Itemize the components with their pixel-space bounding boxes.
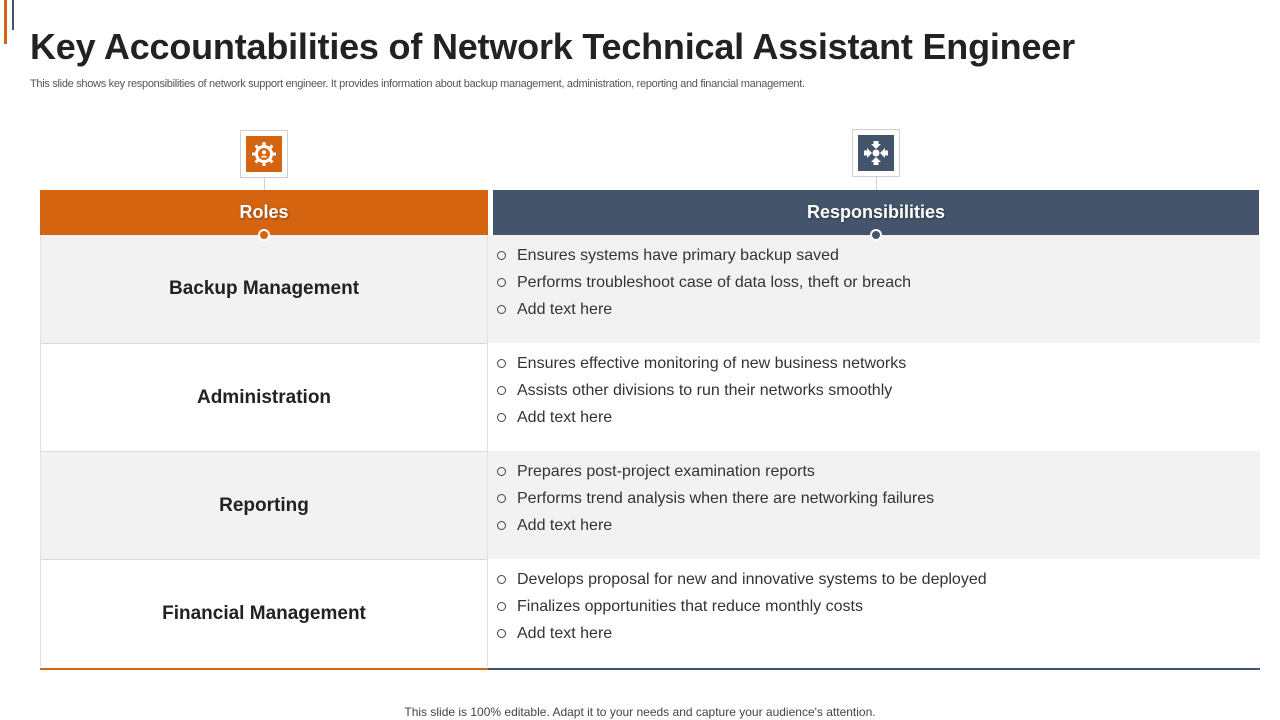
bullet-icon <box>497 467 506 476</box>
slide-title: Key Accountabilities of Network Technical Assistant Engineer <box>30 26 1075 67</box>
roles-header: Roles <box>40 190 488 235</box>
bullet-icon <box>497 305 506 314</box>
table-row <box>40 235 1260 343</box>
bullet-icon <box>497 278 506 287</box>
responsibility-list <box>488 451 1260 559</box>
list-item <box>497 566 1260 593</box>
responsibilities-header: Responsibilities <box>493 190 1259 235</box>
list-item <box>497 242 1260 269</box>
list-item-text: Assists other divisions to run their networks smoothly <box>517 381 893 399</box>
roles-icon-box <box>240 130 288 178</box>
bullet-icon <box>497 629 506 638</box>
list-item <box>497 377 1260 404</box>
list-item-text: Add text here <box>517 300 613 318</box>
list-item <box>497 458 1260 485</box>
accent-bar-orange <box>4 0 7 44</box>
roles-connector <box>264 178 265 190</box>
bullet-icon <box>497 521 506 530</box>
list-item-text: Add text here <box>517 408 613 426</box>
list-item <box>497 269 1260 296</box>
bullet-icon <box>497 413 506 422</box>
slide-footer: This slide is 100% editable. Adapt it to your needs and capture your audience's attention. <box>404 705 876 719</box>
bottom-rule-dark <box>488 668 1260 670</box>
responsibilities-icon-box <box>852 129 900 177</box>
bullet-icon <box>497 359 506 368</box>
list-item <box>497 593 1260 620</box>
list-item-text: Add text here <box>517 624 613 642</box>
role-cell: Administration <box>40 343 488 451</box>
responsibility-list <box>488 235 1260 343</box>
responsibility-list <box>488 559 1260 667</box>
role-cell: Backup Management <box>40 235 488 343</box>
list-item-text: Finalizes opportunities that reduce monthly costs <box>517 597 863 615</box>
list-item-text: Ensures effective monitoring of new business networks <box>517 354 907 372</box>
list-item-text: Prepares post-project examination reports <box>517 462 815 480</box>
accent-bar-dark <box>12 0 14 30</box>
bottom-rule-orange <box>40 668 488 670</box>
list-item <box>497 485 1260 512</box>
slide-subtitle: This slide shows key responsibilities of network support engineer. It provides information about backup management, administration, reporting and financial management. <box>30 78 805 90</box>
responsibilities-connector-dot <box>870 229 882 241</box>
table-row <box>40 451 1260 559</box>
roles-connector-dot <box>258 229 270 241</box>
list-item <box>497 620 1260 647</box>
bullet-icon <box>497 575 506 584</box>
list-item <box>497 404 1260 431</box>
user-gear-icon <box>246 136 282 172</box>
list-item-text: Add text here <box>517 516 613 534</box>
list-item <box>497 296 1260 323</box>
responsibilities-connector <box>876 177 877 190</box>
accountabilities-table <box>40 235 1260 667</box>
list-item-text: Performs troubleshoot case of data loss, theft or breach <box>517 273 911 291</box>
list-item-text: Ensures systems have primary backup saved <box>517 246 839 264</box>
table-row <box>40 559 1260 667</box>
bullet-icon <box>497 494 506 503</box>
list-item <box>497 512 1260 539</box>
list-item <box>497 350 1260 377</box>
table-row <box>40 343 1260 451</box>
role-cell: Financial Management <box>40 559 488 667</box>
list-item-text: Performs trend analysis when there are networking failures <box>517 489 935 507</box>
role-cell: Reporting <box>40 451 488 559</box>
bullet-icon <box>497 602 506 611</box>
bullet-icon <box>497 386 506 395</box>
bullet-icon <box>497 251 506 260</box>
responsibility-list <box>488 343 1260 451</box>
network-hub-icon <box>858 135 894 171</box>
list-item-text: Develops proposal for new and innovative systems to be deployed <box>517 570 987 588</box>
